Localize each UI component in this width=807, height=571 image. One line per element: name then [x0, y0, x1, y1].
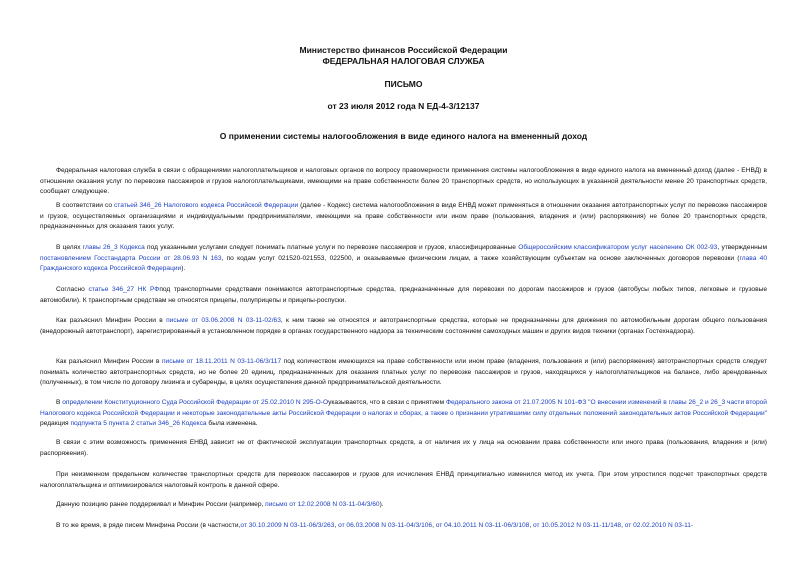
link-civil-code-chapter-40[interactable]: глава 40 Гражданского кодекса Российской Федерации	[40, 254, 767, 273]
link-subparagraph-5-article-346-26[interactable]: подпункта 5 пункта 2 статьи 346_26 Кодекса	[70, 420, 207, 428]
link-letter-10-05-2012[interactable]: от 10.05.2012 N 03-11-11/148	[533, 522, 622, 529]
text-segment: В целях	[56, 244, 83, 251]
link-letter-30-10-2009[interactable]: от 30.10.2009 N 03-11-06/3/263	[240, 522, 335, 529]
link-tax-code-346-26[interactable]: статьей 346_26 Налогового кодекса Российской Федерации	[113, 202, 299, 209]
link-tax-code-346-27[interactable]: статье 346_27 НК РФ	[88, 286, 160, 293]
link-letter-12-02-2008[interactable]: письмо от 12.02.2008 N 03-11-04/3/60	[265, 501, 380, 508]
link-constitutional-court-ruling[interactable]: определении Конституционного Суда Российской Федерации от 25.02.2010 N 295-О-О	[62, 399, 329, 406]
document-date-number: от 23 июля 2012 года N ЕД-4-3/12137	[327, 101, 480, 111]
paragraph-11	[40, 521, 767, 532]
text-segment: , по кодам услуг 021520-021553, 022500, и оказываемые физическим лицам, а также хозяйствующим субъектам на основе заключенных договоров перевозки (	[221, 254, 740, 262]
text-segment: ,	[621, 522, 625, 529]
ministry-title: Министерство финансов Российской Федерации	[299, 45, 508, 55]
paragraph-1: Федеральная налоговая служба в связи с обращениями налогоплательщиков и налоговых органов по вопросу правомерности применения системы налогообложения в виде единого налога на вмененный доход (далее - ЕНВД) в отношении оказания услуг по перевозке пассажиров и грузов налогоплательщиками, имеющими на праве собственности более 20 транспортных средств, но использующих в указанной деятельности менее 20 транспортных средств, сообщает следующее.	[40, 167, 767, 196]
link-letter-03-06-2008[interactable]: письме от 03.06.2008 N 03-11-02/63	[166, 317, 281, 324]
text-segment: В соответствии со	[56, 202, 114, 209]
link-chapter-26-3[interactable]: главы 26_3 Кодекса	[82, 244, 145, 251]
text-segment: Как разъяснил Минфин России в	[56, 358, 162, 365]
text-segment: , утвержденным	[717, 244, 768, 251]
text-segment: В	[56, 399, 63, 406]
text-segment: редакция	[40, 420, 71, 428]
paragraph-4	[40, 285, 767, 306]
link-letter-18-11-2011[interactable]: письме от 18.11.2011 N 03-11-06/3/117	[161, 358, 282, 365]
paragraph-2	[40, 201, 767, 233]
document-type: ПИСЬМО	[384, 79, 423, 89]
text-segment: Как разъяснил Минфин России в	[56, 317, 167, 324]
paragraph-6	[40, 357, 767, 389]
text-segment: ).	[379, 501, 384, 508]
text-segment: ,	[529, 522, 534, 529]
link-letter-04-10-2011[interactable]: от 04.10.2011 N 03-11-06/3/108	[435, 522, 530, 529]
text-segment: , к ним также не относятся и автотранспортные средства, которые не предназначены для движения по автомобильным дорогам общего пользования (внедорожный автотранспорт), зарегистрированный в установленном порядке в органах государственного надзора за техническим состоянием самоходных машин и других видов техники (органах Гостехнадзора).	[40, 317, 768, 335]
link-classifier-ok-002-93[interactable]: Общероссийским классификатором услуг населению ОК 002-93	[518, 244, 718, 251]
paragraph-3	[40, 243, 767, 275]
text-segment: под количеством имеющихся на праве собственности или ином праве (владения, пользования и (или) распоряжения) автотранспортных средств следует понимать количество автотранспортных средств, но не более 20 единиц, предназначенных для оказания платных услуг по перевозке пассажиров и грузов, находящихся у налогоплательщиков на балансе, либо арендованных (полученных), в том числе по договору лизинга и субаренды, в целях осуществления данной предпринимательской деятельности.	[40, 358, 767, 387]
text-segment: ).	[181, 265, 186, 273]
text-segment: ,	[334, 522, 339, 529]
link-letter-06-03-2008[interactable]: от 06.03.2008 N 03-11-04/3/106	[338, 522, 433, 529]
text-segment: под транспортными средствами понимаются автотранспортные средства, предназначенные для перевозки по дорогам пассажиров и грузов (автобусы любых типов, легковые и грузовые автомобили). К транспортным средствам не относятся прицепы, полуприцепы и прицепы-роспуски.	[40, 286, 767, 304]
paragraph-5	[40, 316, 767, 337]
text-segment: Данную позицию ранее поддерживал и Минфин России (например,	[56, 501, 266, 508]
text-segment: ,	[432, 522, 436, 529]
text-segment: была изменена.	[206, 420, 258, 428]
paragraph-8: В связи с этим возможность применения ЕНВД зависит не от фактической эксплуатации транспортных средств, а от наличия их у лица на основании права собственности или иного права (пользования, владения и (или) распоряжения).	[40, 439, 767, 457]
link-federal-law-101-fz[interactable]: Федерального закона от 21.07.2005 N 101-ФЗ "О внесении изменений в главы 26_2 и 26_3 части второй Налогового кодекса Российской Федерации и некоторые законодательные акты Российской Федерации о налогах и сборах, а также о признании утратившими силу отдельных положений законодательных актов Российской Федерации"	[40, 399, 767, 417]
document-subject: О применении системы налогообложения в виде единого налога на вмененный доход	[219, 131, 588, 141]
paragraph-7	[40, 398, 767, 430]
link-gosstandart-resolution[interactable]: постановлением Госстандарта России от 28.06.93 N 163	[40, 254, 222, 262]
paragraph-10	[40, 500, 767, 511]
paragraph-9: При неизменном предельном количестве транспортных средств для перевозок пассажиров и грузов для исчисления ЕНВД принципиально изменился метод их учета. При этом упростился подсчет транспортных средств налогоплательщика и оптимизировался налоговый контроль в данной сфере.	[40, 471, 767, 489]
text-segment: под указанными услугами следует понимать платные услуги по перевозке пассажиров и грузов, классифицированные	[144, 244, 519, 251]
text-segment: В то же время, в ряде писем Минфина России (в частности,	[56, 522, 241, 529]
text-segment: указывается, что в связи с принятием	[328, 399, 446, 406]
service-title: ФЕДЕРАЛЬНАЯ НАЛОГОВАЯ СЛУЖБА	[322, 56, 485, 66]
link-letter-02-02-2010[interactable]: от 02.02.2010 N 03-11-	[624, 522, 694, 529]
text-segment: Согласно	[56, 286, 89, 293]
text-segment: (далее - Кодекс) система налогообложения в виде ЕНВД может применяться в отношении оказания автотранспортных услуг по перевозке пассажиров и грузов, осуществляемых организациями и индивидуальными предпринимателями, имеющими на праве собственности или ином праве (пользования, владения и (или) распоряжения) не более 20 транспортных средств, предназначенных для оказания таких услуг.	[40, 202, 767, 231]
